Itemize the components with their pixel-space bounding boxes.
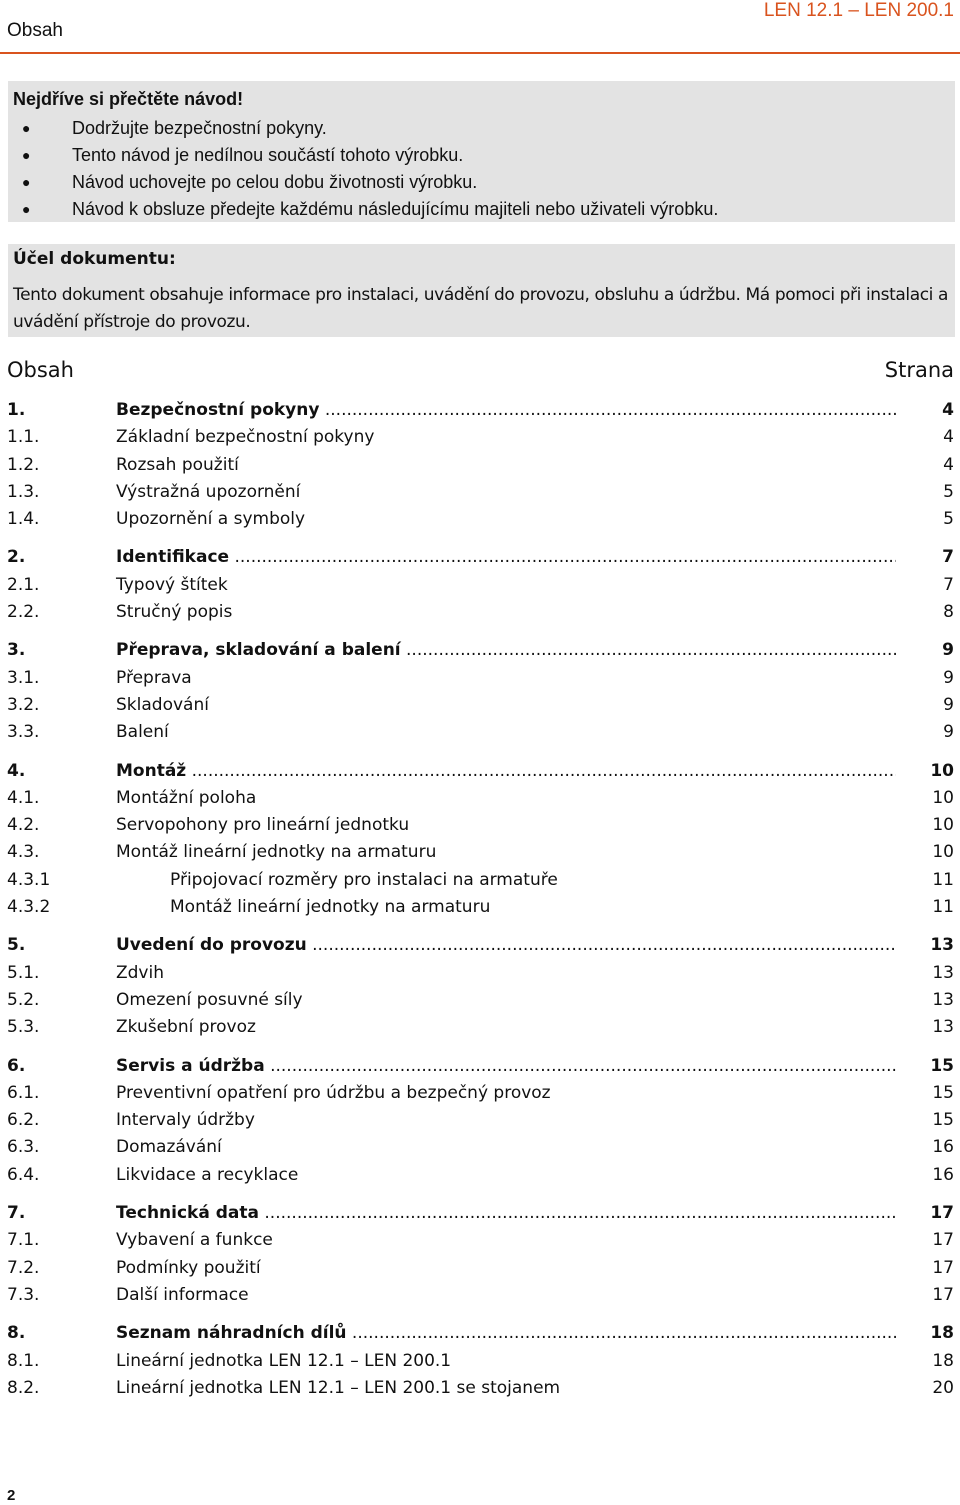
toc-entry-number: 4.3.1 [7,869,51,890]
toc-entry-page: 13 [932,962,954,983]
toc-subsection-row[interactable] [7,987,954,1014]
toc-entry-page: 16 [932,1137,954,1158]
toc-subsection-row[interactable] [7,452,954,479]
toc-section [7,397,954,533]
toc-entry-number: 2.1. [7,574,40,595]
notice-box [8,81,955,222]
toc-entry-page: 10 [932,815,954,836]
toc-entry-page: 20 [932,1377,954,1398]
toc-entry-title: Intervaly údržby [116,1110,255,1131]
notice-list [8,115,718,223]
toc-entry-title: Seznam náhradních dílů ..... [116,1320,896,1347]
toc-entry-number: 8.1. [7,1350,40,1371]
notice-item: ● Návod uchovejte po celou dobu životnosti výrobku. [8,169,718,196]
toc-subsection-row[interactable] [7,839,954,866]
toc-entry-number: 6.4. [7,1164,40,1185]
toc-entry-page: 4 [942,400,954,420]
toc-section [7,758,954,922]
toc-subsection-row[interactable] [7,867,954,894]
toc-subsection-row[interactable] [7,894,954,921]
toc-entry-page: 10 [932,787,954,808]
toc-entry-title: Vybavení a funkce [116,1230,273,1251]
toc-entry-title: Montážní poloha [116,787,257,808]
toc-entry-page: 17 [932,1284,954,1305]
toc-entry-title: Základní bezpečnostní pokyny [116,427,375,448]
toc-entry-title: Připojovací rozměry pro instalaci na armatuře [170,869,558,890]
toc-subsection-row[interactable] [7,1107,954,1134]
toc-entry-number: 6.3. [7,1137,40,1158]
toc-entry-title: Omezení posuvné síly [116,989,303,1010]
toc-entry-number: 3.3. [7,722,40,743]
toc-entry-page: 13 [930,935,954,956]
toc-subsection-row[interactable] [7,1134,954,1161]
toc-entry-title: Preventivní opatření pro údržbu a bezpečný provoz [116,1082,551,1103]
header-product-name: LEN 12.1 – LEN 200.1 [763,0,954,21]
toc-entry-page: 16 [932,1164,954,1185]
toc-subsection-row[interactable] [7,1348,954,1375]
table-of-contents [7,397,954,1413]
toc-section [7,637,954,746]
toc-chapter-row[interactable] [7,1320,954,1347]
toc-entry-title: Servopohony pro lineární jednotku [116,815,410,836]
toc-entry-title: Technická data ..... [116,1200,896,1227]
toc-entry-page: 9 [943,694,954,715]
toc-entry-page: 7 [942,547,954,568]
toc-subsection-row[interactable] [7,1162,954,1189]
toc-section [7,544,954,626]
toc-subsection-row[interactable] [7,812,954,839]
toc-subsection-row[interactable] [7,572,954,599]
toc-entry-title: Lineární jednotka LEN 12.1 – LEN 200.1 [116,1350,452,1371]
toc-subsection-row[interactable] [7,665,954,692]
toc-entry-number: 1.3. [7,481,40,502]
toc-subsection-row[interactable] [7,424,954,451]
toc-entry-title: Servis a údržba ..... [116,1053,896,1080]
toc-subsection-row[interactable] [7,785,954,812]
page-header [0,0,960,60]
toc-entry-title: Stručný popis [116,602,233,623]
toc-subsection-row[interactable] [7,599,954,626]
toc-entry-number: 5.1. [7,962,40,983]
bullet-icon: ● [22,201,31,217]
toc-entry-title: Montáž ..... [116,758,896,785]
toc-entry-title: Rozsah použití [116,454,239,475]
toc-entry-page: 11 [932,897,954,918]
toc-section [7,1200,954,1309]
toc-entry-number: 1.4. [7,509,40,530]
toc-entry-number: 7.3. [7,1284,40,1305]
toc-entry-title: Balení [116,722,169,743]
toc-entry-title: Montáž lineární jednotky na armaturu [116,842,437,863]
toc-entry-title: Podmínky použití [116,1257,261,1278]
toc-entry-page: 9 [943,667,954,688]
toc-entry-number: 3.1. [7,667,40,688]
toc-entry-number: 8.2. [7,1377,40,1398]
toc-entry-page: 17 [932,1230,954,1251]
toc-entry-page: 7 [943,574,954,595]
toc-entry-page: 13 [932,989,954,1010]
toc-entry-number: 4.3. [7,842,40,863]
toc-subsection-row[interactable] [7,692,954,719]
toc-entry-title: Likvidace a recyklace [116,1164,299,1185]
bullet-icon: ● [22,120,31,136]
toc-entry-title: Bezpečnostní pokyny ..... [116,397,896,424]
toc-subsection-row[interactable] [7,1014,954,1041]
toc-entry-page: 4 [943,427,954,448]
page-number: 2 [7,1487,16,1504]
toc-entry-title: Zdvih [116,962,164,983]
toc-entry-page: 17 [930,1203,954,1224]
toc-entry-title: Výstražná upozornění [116,481,301,502]
toc-entry-page: 10 [932,842,954,863]
toc-entry-number: 2. [7,547,26,568]
toc-entry-title: Přeprava [116,667,192,688]
toc-chapter-row[interactable] [7,1053,954,1080]
toc-entry-number: 5. [7,935,26,956]
toc-subsection-row[interactable] [7,506,954,533]
toc-chapter-row[interactable] [7,932,954,959]
toc-entry-title: Typový štítek [116,574,228,595]
toc-entry-title: Další informace [116,1284,249,1305]
toc-entry-page: 18 [930,1323,954,1344]
toc-entry-number: 8. [7,1323,26,1344]
toc-entry-number: 7.2. [7,1257,40,1278]
toc-entry-page: 8 [943,602,954,623]
toc-entry-title: Lineární jednotka LEN 12.1 – LEN 200.1 se stojanem [116,1377,561,1398]
toc-chapter-row[interactable] [7,544,954,571]
toc-entry-number: 5.3. [7,1017,40,1038]
toc-entry-number: 1. [7,400,26,420]
toc-entry-title: Upozornění a symboly [116,509,306,530]
toc-subsection-row[interactable] [7,1227,954,1254]
toc-subsection-row[interactable] [7,1375,954,1402]
toc-entry-title: Zkušební provoz [116,1017,256,1038]
toc-heading: Obsah [7,358,74,382]
toc-entry-page: 10 [930,760,954,781]
toc-entry-page: 15 [930,1055,954,1076]
toc-entry-number: 6.2. [7,1110,40,1131]
toc-section [7,932,954,1041]
notice-item: ● Dodržujte bezpečnostní pokyny. [8,115,718,142]
toc-entry-number: 2.2. [7,602,40,623]
bullet-icon: ● [22,147,31,163]
toc-entry-page: 15 [932,1082,954,1103]
toc-subsection-row[interactable] [7,960,954,987]
toc-subsection-row[interactable] [7,1282,954,1309]
toc-entry-page: 17 [932,1257,954,1278]
toc-entry-title: Montáž lineární jednotky na armaturu [170,897,491,918]
toc-entry-number: 1.2. [7,454,40,475]
toc-chapter-row[interactable] [7,397,954,424]
toc-section [7,1320,954,1402]
header-section-title: Obsah [7,20,63,41]
toc-entry-page: 15 [932,1110,954,1131]
toc-entry-number: 4.3.2 [7,897,51,918]
toc-entry-page: 5 [943,509,954,530]
toc-entry-number: 4.2. [7,815,40,836]
toc-chapter-row[interactable] [7,637,954,664]
toc-entry-number: 1.1. [7,427,40,448]
toc-entry-number: 4.1. [7,787,40,808]
toc-page-heading: Strana [884,358,954,382]
toc-entry-number: 5.2. [7,989,40,1010]
purpose-title: Účel dokumentu: [13,249,176,269]
toc-entry-title: Identifikace ..... [116,544,896,571]
toc-entry-page: 13 [932,1017,954,1038]
toc-entry-page: 5 [943,481,954,502]
purpose-text: Tento dokument obsahuje informace pro instalaci, uvádění do provozu, obsluhu a údržbu. Má pomoci při instalaci a uvádění přístroje do provozu. [13,285,949,332]
toc-subsection-row[interactable] [7,1255,954,1282]
toc-entry-page: 4 [943,454,954,475]
toc-entry-number: 7. [7,1203,26,1224]
purpose-box [8,244,955,337]
toc-subsection-row[interactable] [7,1080,954,1107]
toc-entry-page: 9 [943,722,954,743]
toc-entry-number: 6. [7,1055,26,1076]
toc-entry-number: 7.1. [7,1230,40,1251]
toc-entry-title: Uvedení do provozu ..... [116,932,896,959]
toc-chapter-row[interactable] [7,758,954,785]
toc-entry-page: 11 [932,869,954,890]
notice-title: Nejdříve si přečtěte návod! [13,89,244,109]
toc-chapter-row[interactable] [7,1200,954,1227]
toc-entry-number: 3.2. [7,694,40,715]
toc-subsection-row[interactable] [7,479,954,506]
bullet-icon: ● [22,174,31,190]
notice-item: ● Návod k obsluze předejte každému následujícímu majiteli nebo uživateli výrobku. [8,196,718,223]
toc-entry-number: 6.1. [7,1082,40,1103]
toc-entry-title: Domazávání [116,1137,222,1158]
header-divider [0,52,960,54]
toc-entry-page: 9 [942,640,954,661]
toc-entry-title: Skladování [116,694,209,715]
toc-section [7,1053,954,1189]
toc-entry-number: 4. [7,760,26,781]
notice-item: ● Tento návod je nedílnou součástí tohoto výrobku. [8,142,718,169]
toc-entry-page: 18 [932,1350,954,1371]
toc-subsection-row[interactable] [7,719,954,746]
toc-entry-title: Přeprava, skladování a balení ..... [116,637,896,664]
toc-entry-number: 3. [7,640,26,661]
